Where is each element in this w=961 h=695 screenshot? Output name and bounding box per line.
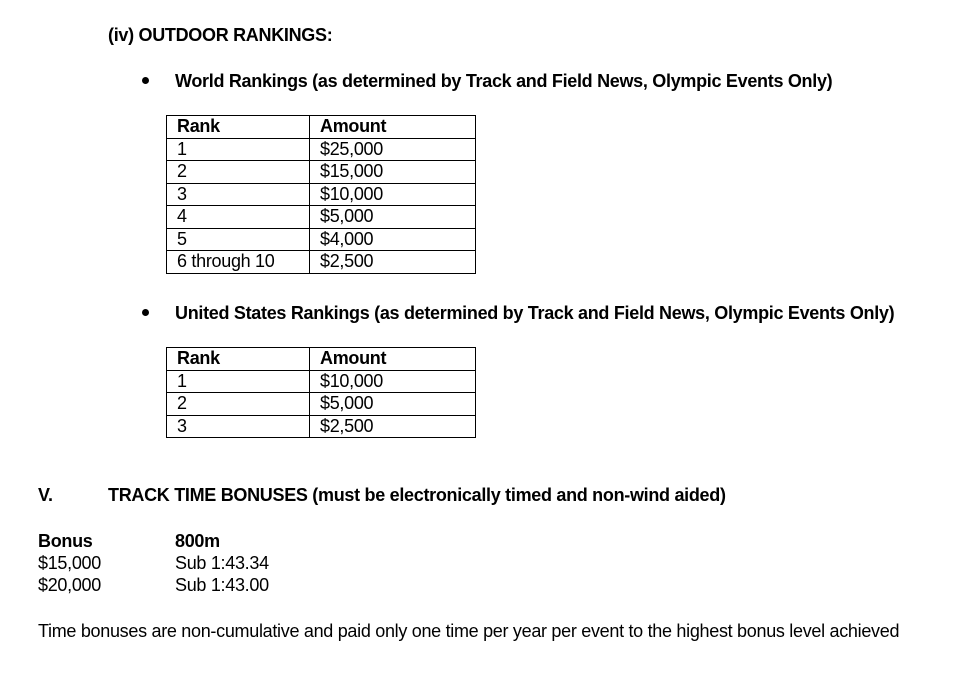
- bonus-header-row: [38, 530, 269, 552]
- amount-cell: $25,000: [310, 138, 476, 161]
- rank-cell: 2: [167, 393, 310, 416]
- table-row: [167, 183, 476, 206]
- table-row: [167, 138, 476, 161]
- bonus-table: [38, 530, 269, 596]
- section-title: TRACK TIME BONUSES (must be electronically timed and non-wind aided): [108, 485, 726, 505]
- column-header-rank: Rank: [167, 116, 310, 139]
- column-header-bonus: Bonus: [38, 531, 93, 551]
- track-time-bonuses-heading: [38, 485, 726, 506]
- rank-cell: 2: [167, 161, 310, 184]
- us-rankings-table: [166, 347, 476, 438]
- us-rankings-text: United States Rankings (as determined by Track and Field News, Olympic Events Only): [175, 303, 895, 323]
- world-rankings-label: [142, 71, 832, 92]
- bullet-icon: [142, 309, 149, 316]
- table-row: [167, 393, 476, 416]
- bonus-time: Sub 1:43.34: [175, 553, 269, 573]
- amount-cell: $2,500: [310, 251, 476, 274]
- rank-cell: 5: [167, 228, 310, 251]
- amount-cell: $5,000: [310, 206, 476, 229]
- column-header-rank: Rank: [167, 348, 310, 371]
- rank-cell: 1: [167, 138, 310, 161]
- bonus-note: Time bonuses are non-cumulative and paid only one time per year per event to the highest bonus level achieved: [38, 621, 900, 641]
- rank-cell: 1: [167, 370, 310, 393]
- world-rankings-text: World Rankings (as determined by Track and Field News, Olympic Events Only): [175, 71, 833, 91]
- rank-cell: 3: [167, 183, 310, 206]
- table-row: [167, 161, 476, 184]
- bonus-row: [38, 574, 269, 596]
- amount-cell: $15,000: [310, 161, 476, 184]
- table-header-row: [167, 348, 476, 371]
- amount-cell: $5,000: [310, 393, 476, 416]
- table-row: [167, 370, 476, 393]
- table-row: [167, 251, 476, 274]
- bullet-icon: [142, 77, 149, 84]
- table-row: [167, 415, 476, 438]
- us-rankings-label: [142, 303, 894, 324]
- table-header-row: [167, 116, 476, 139]
- section-heading: (iv) OUTDOOR RANKINGS:: [108, 25, 333, 45]
- column-header-800m: 800m: [175, 531, 220, 551]
- rank-cell: 6 through 10: [167, 251, 310, 274]
- bonus-row: [38, 552, 269, 574]
- bonus-amount: $15,000: [38, 553, 101, 573]
- column-header-amount: Amount: [310, 116, 476, 139]
- section-number: V.: [38, 485, 53, 505]
- table-row: [167, 206, 476, 229]
- rank-cell: 3: [167, 415, 310, 438]
- column-header-amount: Amount: [310, 348, 476, 371]
- world-rankings-table: [166, 115, 476, 274]
- bonus-time: Sub 1:43.00: [175, 575, 269, 595]
- amount-cell: $10,000: [310, 183, 476, 206]
- table-row: [167, 228, 476, 251]
- amount-cell: $4,000: [310, 228, 476, 251]
- rank-cell: 4: [167, 206, 310, 229]
- amount-cell: $10,000: [310, 370, 476, 393]
- bonus-amount: $20,000: [38, 575, 101, 595]
- amount-cell: $2,500: [310, 415, 476, 438]
